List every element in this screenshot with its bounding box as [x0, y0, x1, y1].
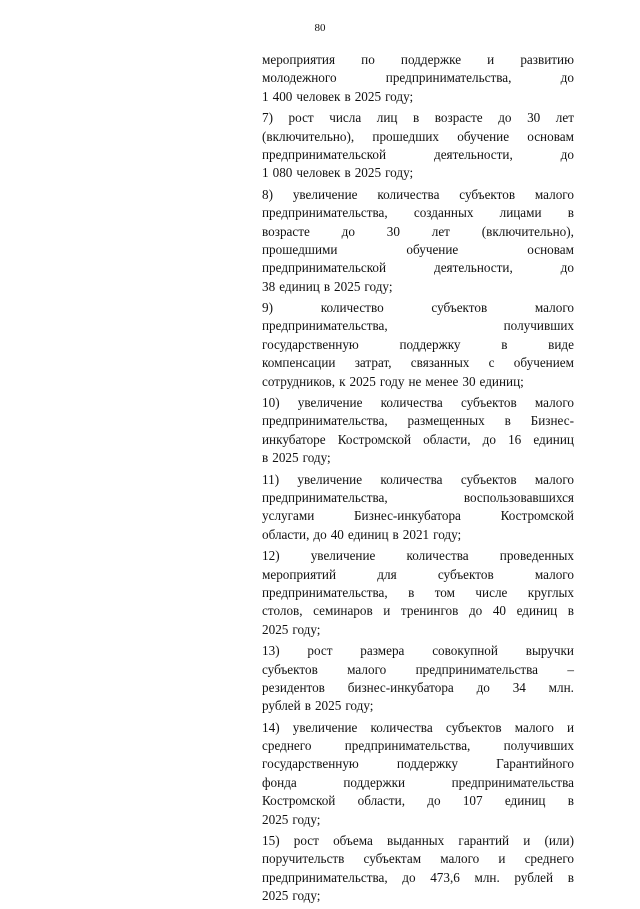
word: 2025: [354, 88, 382, 104]
word: воспользовавшихся: [463, 489, 574, 505]
page-number: 80: [314, 22, 326, 34]
word: сотрудников,: [262, 373, 336, 389]
word: Бизнес-: [530, 413, 574, 429]
word: поддержке: [400, 52, 462, 67]
word: 2025: [334, 278, 361, 294]
word: лиц: [376, 110, 398, 126]
word: увеличение: [297, 395, 363, 411]
word: до: [468, 603, 483, 619]
word: субъектов: [460, 395, 517, 411]
paragraph-p8: [262, 186, 574, 296]
word: до: [313, 526, 327, 542]
word: 2025: [354, 165, 382, 181]
word: среднего: [524, 851, 574, 867]
word: совокупной: [432, 643, 498, 659]
word: в: [504, 413, 511, 429]
word: единиц: [533, 431, 574, 447]
word: единиц: [504, 793, 546, 809]
word: получивших: [503, 738, 574, 754]
word: молодежного: [262, 70, 337, 86]
word: выданных: [387, 833, 445, 849]
word: в: [567, 603, 574, 619]
word: 2021: [402, 526, 430, 542]
word: инкубаторе: [262, 431, 326, 447]
word: поддержку: [399, 336, 461, 352]
word: млн.: [474, 869, 500, 885]
text-line: [262, 697, 574, 715]
word: государственную: [262, 756, 359, 772]
word: малого: [534, 471, 574, 487]
word: резидентов: [262, 679, 325, 695]
word: субъектов: [262, 661, 318, 677]
word: 9): [262, 300, 273, 316]
word: в: [501, 336, 508, 352]
word: поддержки: [343, 774, 406, 790]
word: области,: [262, 526, 310, 542]
word: столов,: [262, 603, 303, 619]
word: лицами: [499, 205, 542, 221]
word: 2025: [262, 811, 289, 827]
word: 080: [272, 165, 293, 181]
word: области,: [423, 431, 471, 447]
word: 30: [462, 373, 476, 389]
text-line: [262, 259, 574, 277]
word: Бизнес-инкубатора: [353, 508, 461, 524]
word: в: [323, 278, 331, 294]
paragraph-p7: [262, 109, 574, 183]
word: по: [361, 52, 375, 67]
word: предпринимательства,: [385, 70, 512, 86]
word: единиц: [516, 603, 558, 619]
word: лет: [555, 110, 574, 126]
paragraph-p14: [262, 719, 574, 829]
word: в: [567, 793, 574, 809]
word: 11): [262, 471, 280, 487]
word: до: [427, 793, 441, 809]
document-body: [262, 51, 574, 909]
text-line: [262, 489, 574, 507]
word: году;: [302, 450, 331, 466]
text-line: [262, 354, 574, 372]
word: количество: [320, 300, 384, 316]
word: 2025: [272, 450, 299, 466]
word: единиц;: [479, 373, 524, 389]
text-line: [262, 887, 574, 905]
word: 40: [492, 603, 506, 619]
word: среднего: [262, 738, 312, 754]
word: году;: [292, 621, 321, 637]
text-line: [262, 278, 574, 296]
word: основам: [527, 241, 574, 257]
text-line: [262, 336, 574, 354]
text-line: [262, 719, 574, 737]
word: в: [408, 584, 415, 600]
word: прошедших: [372, 128, 440, 144]
word: обучение: [406, 241, 459, 257]
text-line: [262, 547, 574, 565]
word: до: [476, 679, 490, 695]
word: в: [413, 110, 420, 126]
text-line: [262, 774, 574, 792]
word: увеличение: [292, 186, 358, 202]
text-line: [262, 566, 574, 584]
word: рублей: [514, 869, 554, 885]
word: гарантий: [458, 833, 510, 849]
text-line: [262, 811, 574, 829]
word: получивших: [503, 318, 574, 334]
word: поддержку: [396, 756, 458, 772]
word: 40: [330, 526, 344, 542]
paragraph-p12: [262, 547, 574, 639]
text-line: [262, 373, 574, 391]
word: количества: [380, 395, 443, 411]
text-line: [262, 792, 574, 810]
word: и: [487, 52, 495, 67]
text-line: [262, 449, 574, 467]
word: количества: [370, 719, 433, 735]
text-line: [262, 737, 574, 755]
word: круглых: [527, 584, 574, 600]
word: человек: [296, 165, 341, 181]
word: семинаров: [313, 603, 373, 619]
word: человек: [296, 88, 341, 104]
word: обучение: [457, 128, 510, 144]
text-line: [262, 526, 574, 544]
paragraph-p11: [262, 471, 574, 545]
word: предпринимательской: [262, 260, 387, 276]
paragraph-p10: [262, 394, 574, 468]
word: виде: [548, 336, 574, 352]
text-line: [262, 317, 574, 335]
word: предпринимательства: [451, 774, 574, 790]
text-line: [262, 431, 574, 449]
word: 12): [262, 548, 280, 564]
word: Гарантийного: [496, 756, 574, 772]
word: предпринимательства,: [262, 584, 388, 600]
word: к: [339, 373, 346, 389]
word: (включительно),: [481, 223, 574, 239]
word: предпринимательства,: [262, 413, 388, 429]
text-line: [262, 584, 574, 602]
text-line: [262, 661, 574, 679]
text-line: [262, 869, 574, 887]
word: количества: [377, 186, 440, 202]
word: фонда: [262, 774, 297, 790]
word: бизнес-инкубатора: [347, 679, 454, 695]
word: млн.: [548, 679, 574, 695]
word: единиц: [347, 526, 389, 542]
word: субъектов: [437, 566, 494, 582]
word: рост: [307, 643, 333, 659]
text-line: [262, 850, 574, 868]
word: субъектов: [459, 186, 516, 202]
word: размера: [360, 643, 405, 659]
word: предпринимательства,: [262, 205, 388, 221]
word: предпринимательства,: [262, 489, 388, 505]
word: услугами: [262, 508, 315, 524]
text-line: [262, 223, 574, 241]
word: в: [344, 165, 351, 181]
text-line: [262, 186, 574, 204]
word: 1: [262, 88, 269, 104]
word: до: [498, 110, 512, 126]
word: 10): [262, 395, 280, 411]
word: 1: [262, 165, 269, 181]
word: менее: [425, 373, 459, 389]
word: предпринимательства,: [262, 869, 388, 885]
word: малого: [440, 851, 480, 867]
word: году;: [292, 888, 321, 904]
word: 2025: [349, 373, 376, 389]
word: субъектов: [445, 719, 502, 735]
paragraph-p13: [262, 642, 574, 716]
text-line: [262, 507, 574, 525]
word: 7): [262, 110, 273, 126]
word: деятельности,: [433, 260, 513, 276]
word: году;: [433, 526, 462, 542]
word: году;: [292, 811, 321, 827]
text-line: [262, 621, 574, 639]
word: субъектов: [460, 471, 517, 487]
word: году;: [364, 278, 393, 294]
word: году;: [385, 165, 414, 181]
word: (включительно),: [262, 128, 355, 144]
word: рублей: [262, 698, 301, 714]
word: и: [498, 851, 506, 867]
word: до: [402, 869, 416, 885]
text-line: [262, 51, 574, 69]
word: рост: [288, 110, 314, 126]
word: предпринимательской: [262, 146, 387, 162]
paragraph-p-cont: [262, 51, 574, 106]
text-line: [262, 128, 574, 146]
word: в: [344, 88, 351, 104]
word: количества: [406, 548, 469, 564]
word: рост: [293, 833, 319, 849]
word: 15): [262, 833, 280, 849]
text-line: [262, 241, 574, 259]
word: 400: [272, 88, 293, 104]
word: увеличение: [292, 719, 358, 735]
text-line: [262, 679, 574, 697]
word: лет: [431, 223, 450, 239]
word: 13): [262, 643, 280, 659]
word: с: [488, 355, 495, 371]
word: связанных: [410, 355, 470, 371]
word: компенсации: [262, 355, 336, 371]
word: увеличение: [310, 548, 376, 564]
word: 2025: [262, 888, 289, 904]
word: до: [482, 431, 496, 447]
word: 2025: [314, 698, 342, 714]
word: 473,6: [430, 869, 460, 885]
text-line: [262, 146, 574, 164]
word: не: [408, 373, 422, 389]
word: обучением: [513, 355, 574, 371]
word: в: [567, 205, 574, 221]
word: мероприятия: [262, 52, 336, 67]
word: в: [392, 526, 399, 542]
paragraph-p9: [262, 299, 574, 391]
paragraph-p15: [262, 832, 574, 906]
word: 14): [262, 719, 280, 735]
word: том: [434, 584, 455, 600]
word: году: [379, 373, 405, 389]
word: Костромской: [337, 431, 412, 447]
word: размещенных: [407, 413, 485, 429]
word: до: [560, 260, 574, 276]
word: объема: [333, 833, 373, 849]
word: году;: [345, 698, 374, 714]
text-line: [262, 69, 574, 87]
word: году;: [385, 88, 414, 104]
word: и: [566, 719, 574, 735]
text-line: [262, 299, 574, 317]
word: области,: [357, 793, 406, 809]
word: 34: [512, 679, 526, 695]
text-line: [262, 412, 574, 430]
word: единиц: [279, 278, 320, 294]
word: субъектов: [431, 300, 488, 316]
text-line: [262, 88, 574, 106]
word: малого: [347, 661, 387, 677]
text-line: [262, 471, 574, 489]
text-line: [262, 755, 574, 773]
word: 16: [508, 431, 522, 447]
word: 30: [527, 110, 541, 126]
text-line: [262, 164, 574, 182]
word: малого: [534, 395, 574, 411]
word: затрат,: [354, 355, 392, 371]
word: предпринимательства,: [344, 738, 471, 754]
word: в: [567, 869, 574, 885]
text-line: [262, 394, 574, 412]
word: прошедшими: [262, 241, 338, 257]
word: малого: [534, 186, 574, 202]
word: количества: [380, 471, 443, 487]
word: в: [304, 698, 311, 714]
word: 107: [462, 793, 483, 809]
word: –: [567, 661, 574, 677]
word: до: [560, 70, 574, 86]
word: 2025: [262, 621, 289, 637]
word: выручки: [525, 643, 574, 659]
word: государственную: [262, 336, 359, 352]
word: и: [523, 833, 531, 849]
word: увеличение: [297, 471, 363, 487]
word: возрасте: [262, 223, 310, 239]
word: мероприятий: [262, 566, 337, 582]
word: числа: [329, 110, 362, 126]
word: основам: [527, 128, 574, 144]
word: малого: [534, 566, 574, 582]
word: до: [341, 223, 355, 239]
text-line: [262, 109, 574, 127]
text-line: [262, 832, 574, 850]
word: (или): [544, 833, 574, 849]
word: и: [383, 603, 391, 619]
word: предпринимательства,: [262, 318, 388, 334]
word: в: [262, 450, 269, 466]
word: Костромской: [500, 508, 574, 524]
text-line: [262, 602, 574, 620]
word: субъектам: [363, 851, 422, 867]
word: Костромской: [262, 793, 336, 809]
word: тренингов: [400, 603, 459, 619]
word: для: [377, 566, 397, 582]
text-line: [262, 204, 574, 222]
word: деятельности,: [433, 146, 513, 162]
word: поручительств: [262, 851, 345, 867]
word: возрасте: [434, 110, 483, 126]
word: 30: [386, 223, 400, 239]
word: развитию: [520, 52, 574, 67]
word: до: [560, 146, 574, 162]
word: предпринимательства: [415, 661, 538, 677]
text-line: [262, 642, 574, 660]
word: числе: [475, 584, 508, 600]
word: 38: [262, 278, 276, 294]
word: 8): [262, 186, 273, 202]
word: малого: [534, 300, 574, 316]
word: малого: [514, 719, 554, 735]
word: созданных: [413, 205, 474, 221]
word: проведенных: [499, 548, 574, 564]
